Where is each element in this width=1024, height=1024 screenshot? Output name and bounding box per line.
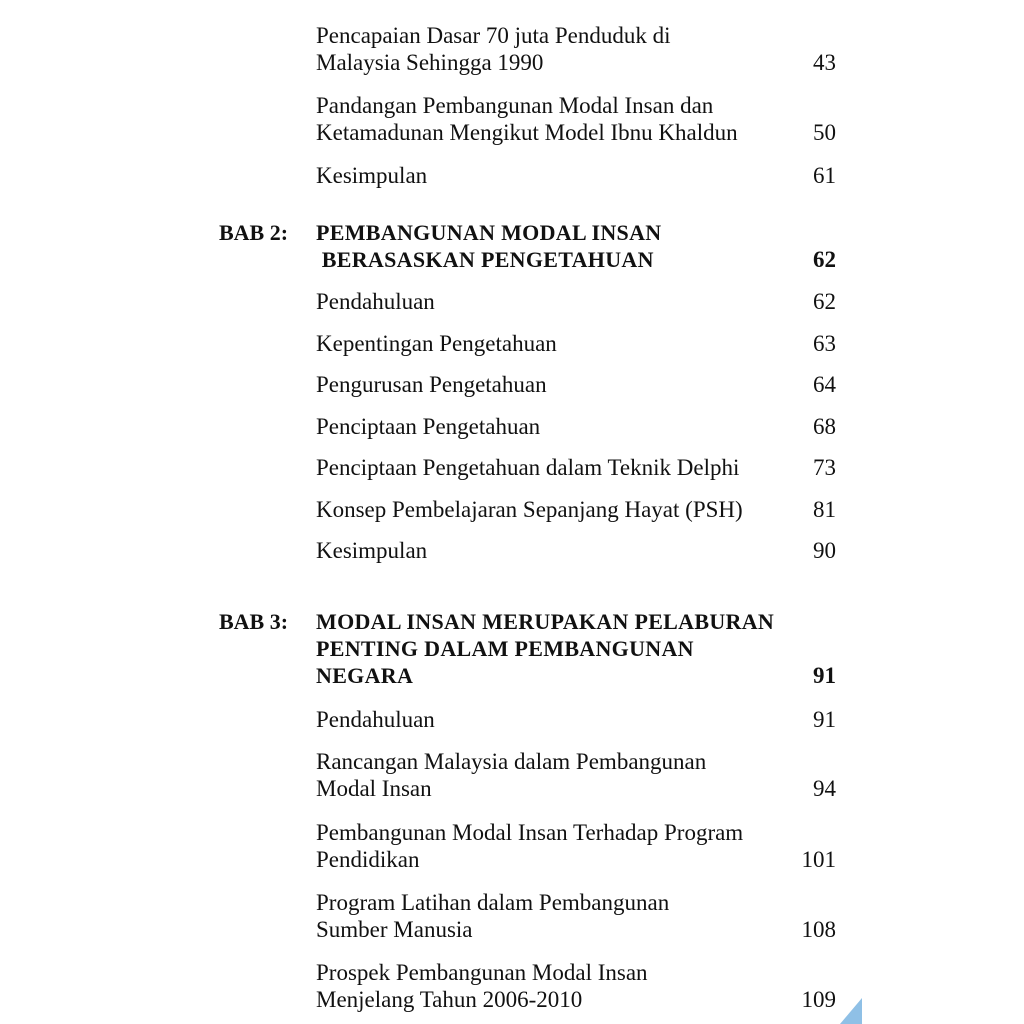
entry-title-line: Pencapaian Dasar 70 juta Penduduk di xyxy=(316,23,671,48)
entry-title-line: Modal Insan xyxy=(316,776,432,801)
chapter-title-line: PENTING DALAM PEMBANGUNAN xyxy=(316,636,694,661)
chapter-title-line: PEMBANGUNAN MODAL INSAN xyxy=(316,220,662,245)
entry-title-line: Program Latihan dalam Pembangunan xyxy=(316,890,670,915)
chapter-label: BAB 2: xyxy=(219,220,289,245)
entry-title-line: Sumber Manusia xyxy=(316,917,473,942)
entry-title-line: Kepentingan Pengetahuan xyxy=(316,331,557,356)
entry-page-number: 90 xyxy=(813,538,836,563)
entry-page-number: 101 xyxy=(801,847,836,872)
toc-entry xyxy=(316,288,840,315)
chapter-title-line: MODAL INSAN MERUPAKAN PELABURAN xyxy=(316,609,775,634)
toc-entry xyxy=(316,330,840,357)
entry-page-number: 61 xyxy=(813,163,836,188)
toc-entry xyxy=(316,819,840,873)
page-corner-marker xyxy=(840,998,862,1024)
entry-title-line: Pendahuluan xyxy=(316,707,435,732)
entry-page-number: 109 xyxy=(801,987,836,1012)
toc-entry xyxy=(316,22,840,76)
toc-entry xyxy=(316,162,840,189)
chapter-title-line: NEGARA xyxy=(316,663,414,688)
entry-title-line: Rancangan Malaysia dalam Pembangunan xyxy=(316,749,707,774)
toc-entry xyxy=(316,959,840,1013)
entry-title-line: Menjelang Tahun 2006-2010 xyxy=(316,987,583,1012)
entry-page-number: 108 xyxy=(801,917,836,942)
chapter-page-number: 91 xyxy=(813,663,836,688)
toc-entry xyxy=(316,413,840,440)
entry-page-number: 50 xyxy=(813,120,836,145)
entry-title-line: Pendahuluan xyxy=(316,289,435,314)
toc-entry xyxy=(316,454,840,481)
entry-title-line: Pembangunan Modal Insan Terhadap Program xyxy=(316,820,744,845)
chapter-page-number: 62 xyxy=(813,247,836,272)
entry-page-number: 63 xyxy=(813,331,836,356)
entry-page-number: 81 xyxy=(813,497,836,522)
entry-title-line: Kesimpulan xyxy=(316,538,428,563)
toc-entry xyxy=(316,537,840,564)
toc-entry xyxy=(316,889,840,943)
entry-title-line: Pendidikan xyxy=(316,847,420,872)
entry-page-number: 43 xyxy=(813,50,836,75)
toc-entry xyxy=(316,496,840,523)
chapter-title xyxy=(316,219,840,273)
entry-title-line: Penciptaan Pengetahuan xyxy=(316,414,541,439)
entry-page-number: 62 xyxy=(813,289,836,314)
entry-page-number: 94 xyxy=(813,776,836,801)
toc-entry xyxy=(316,371,840,398)
toc-entry xyxy=(316,748,840,802)
entry-page-number: 91 xyxy=(813,707,836,732)
entry-title-line: Prospek Pembangunan Modal Insan xyxy=(316,960,648,985)
entry-title-line: Pandangan Pembangunan Modal Insan dan xyxy=(316,93,714,118)
entry-title-line: Penciptaan Pengetahuan dalam Teknik Delphi xyxy=(316,455,740,480)
entry-page-number: 68 xyxy=(813,414,836,439)
entry-title-line: Kesimpulan xyxy=(316,163,428,188)
entry-title-line: Ketamadunan Mengikut Model Ibnu Khaldun xyxy=(316,120,738,145)
chapter-title xyxy=(316,608,840,689)
chapter-label: BAB 3: xyxy=(219,609,289,634)
entry-page-number: 73 xyxy=(813,455,836,480)
entry-title-line: Pengurusan Pengetahuan xyxy=(316,372,547,397)
entry-title-line: Konsep Pembelajaran Sepanjang Hayat (PSH) xyxy=(316,497,743,522)
toc-entry xyxy=(316,92,840,146)
entry-page-number: 64 xyxy=(813,372,836,397)
entry-title-line: Malaysia Sehingga 1990 xyxy=(316,50,544,75)
toc-entry xyxy=(316,706,840,733)
chapter-title-line: BERASASKAN PENGETAHUAN xyxy=(316,247,654,272)
